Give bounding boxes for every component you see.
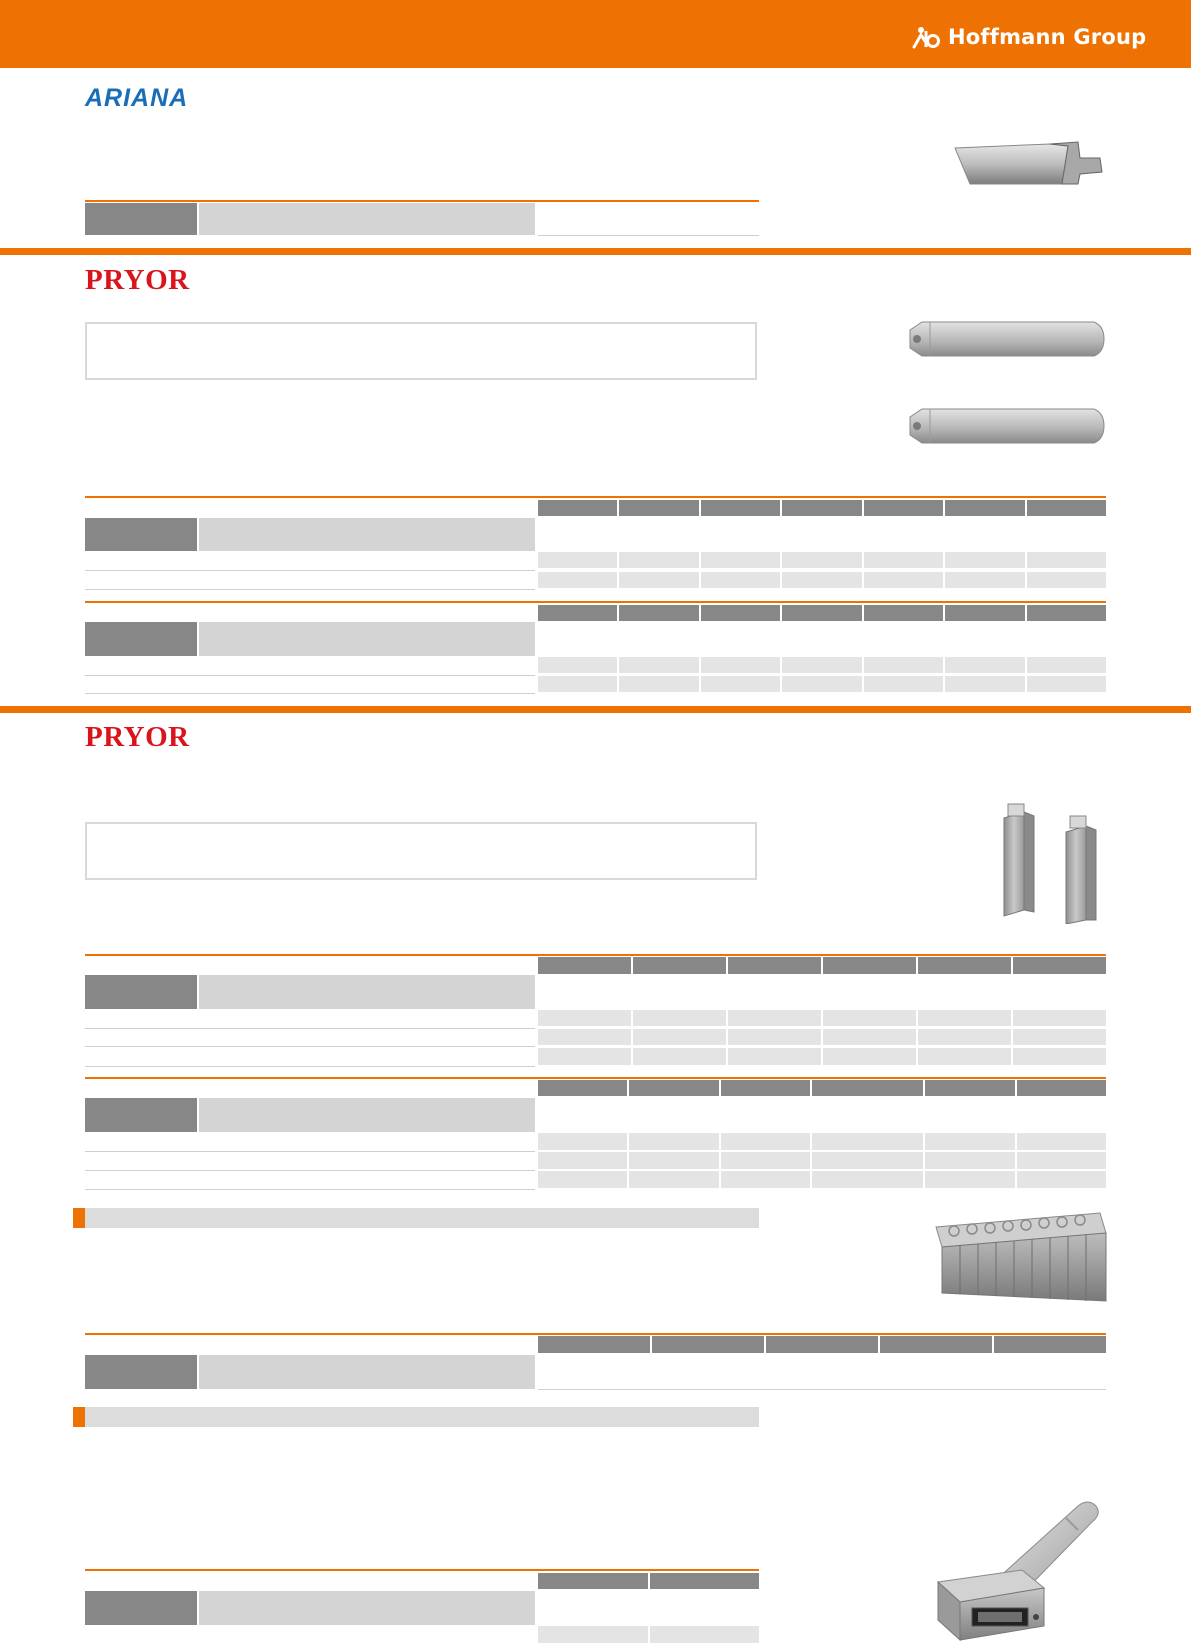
- table-row: [538, 1626, 759, 1643]
- table-label-cell: [85, 1355, 197, 1389]
- table-row-rule: [538, 1389, 1106, 1390]
- table-row: [538, 1171, 1106, 1188]
- table-description-cell: [199, 622, 535, 656]
- section-divider: [0, 706, 1191, 713]
- subsection-marker: [73, 1407, 85, 1427]
- table-description-cell: [199, 1591, 535, 1625]
- subsection-heading-bar: [85, 1407, 759, 1427]
- table-label-cell: [85, 975, 197, 1009]
- table-label-cell: [85, 1591, 197, 1625]
- table-row-rule: [85, 1046, 535, 1047]
- table-row-rule: [538, 235, 759, 236]
- table-top-rule: [85, 1569, 759, 1571]
- letter-punch-image: [908, 318, 1106, 365]
- table-row: [538, 1029, 1106, 1045]
- subsection-heading-bar: [85, 1208, 759, 1228]
- table-row: [538, 1010, 1106, 1026]
- table-row: [538, 676, 1106, 692]
- type-characters-image: [990, 802, 1110, 929]
- table-row-rule: [85, 1189, 535, 1190]
- type-holder-image: [932, 1488, 1112, 1648]
- table-description-cell: [199, 1098, 535, 1132]
- table-header-row: [538, 500, 1106, 516]
- table-top-rule: [85, 601, 1106, 603]
- table-header-row: [538, 605, 1106, 621]
- table-top-rule: [85, 954, 1106, 956]
- table-top-rule: [85, 496, 1106, 498]
- table-description-cell: [199, 518, 535, 551]
- brand-name: Hoffmann Group: [948, 25, 1147, 49]
- table-header-row: [538, 1573, 759, 1589]
- pryor-logo: PRYOR: [85, 721, 190, 753]
- table-header-row: [538, 1336, 1106, 1353]
- subsection-marker: [73, 1208, 85, 1228]
- table-row-rule: [85, 693, 535, 694]
- hoffmann-group-logo: [912, 22, 1146, 52]
- table-row: [538, 572, 1106, 588]
- table-row-rule: [85, 1170, 535, 1171]
- type-set-row-image: [930, 1205, 1110, 1310]
- table-label-cell: [85, 1098, 197, 1132]
- table-label-cell: [85, 622, 197, 656]
- hoffmann-group-icon: [912, 25, 942, 49]
- table-row: [538, 552, 1106, 568]
- table-row: [538, 1048, 1106, 1065]
- table-header-row: [538, 1080, 1106, 1096]
- table-row-rule: [85, 1151, 535, 1152]
- table-row: [538, 657, 1106, 673]
- table-row: [538, 1133, 1106, 1150]
- info-box: [85, 822, 757, 880]
- table-description-cell: [199, 203, 535, 235]
- table-row-rule: [85, 589, 535, 590]
- table-description-cell: [199, 975, 535, 1009]
- table-row: [538, 1152, 1106, 1169]
- table-row-rule: [85, 570, 535, 571]
- table-top-rule: [85, 1333, 1106, 1335]
- table-row-rule: [85, 1066, 535, 1067]
- table-label-cell: [85, 203, 197, 235]
- pryor-logo: PRYOR: [85, 264, 190, 296]
- info-box: [85, 322, 757, 380]
- marking-punch-holder-image: [950, 138, 1110, 199]
- table-description-cell: [199, 1355, 535, 1389]
- table-top-rule: [85, 200, 759, 202]
- section-divider: [0, 248, 1191, 255]
- table-label-cell: [85, 518, 197, 551]
- table-row-rule: [85, 675, 535, 676]
- table-top-rule: [85, 1077, 1106, 1079]
- table-header-row: [538, 957, 1106, 974]
- ariana-logo: ARIANA: [85, 84, 189, 112]
- number-punch-image: [908, 405, 1106, 452]
- table-row-rule: [85, 1028, 535, 1029]
